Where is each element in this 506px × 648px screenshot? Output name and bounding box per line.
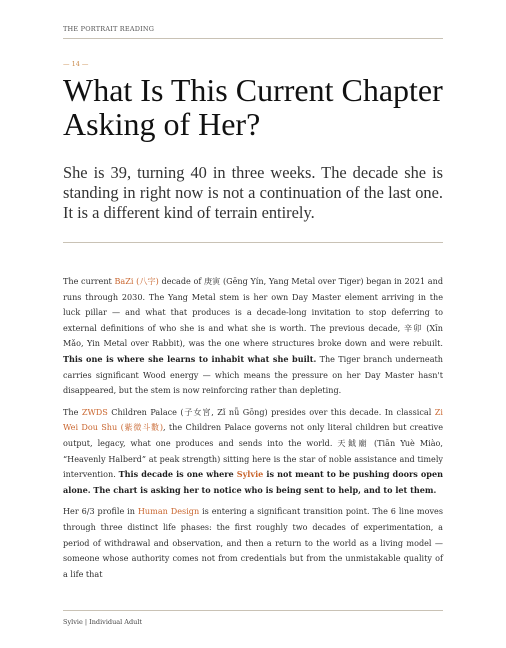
page-number: — 14 — bbox=[63, 60, 89, 68]
chapter-title: What Is This Current Chapter Asking of Her? bbox=[63, 72, 443, 142]
footer-type: Individual Adult bbox=[89, 618, 143, 626]
text-run: is entering a significant transition point. The 6 line moves through three distinct life phases: the first roughly two decades of experimentation, a period of withdrawal and observation, and then a return to the world as a living model — someone whose authority comes not from credentials but from the unmistakable quality of a life that bbox=[63, 506, 443, 579]
paragraph-zwds bbox=[63, 405, 443, 499]
section-rule bbox=[63, 242, 443, 243]
paragraph-human-design bbox=[63, 504, 443, 582]
emphasis-text bbox=[63, 469, 443, 495]
zi-wei-dou-shu-link[interactable]: Zi Wei Dou Shu (紫微斗數) bbox=[63, 406, 443, 433]
human-design-link[interactable]: Human Design bbox=[137, 506, 200, 517]
bazi-link[interactable]: BaZi (八字) bbox=[114, 276, 159, 286]
lede-paragraph: She is 39, turning 40 in three weeks. The decade she is standing in right now is not a continuation of the last one. It is a different kind of terrain entirely. bbox=[63, 163, 443, 222]
text-run: This decade is one where bbox=[118, 469, 237, 480]
emphasis-text: This one is where she learns to inhabit what she built. bbox=[63, 353, 317, 364]
footer-name: Sylvie bbox=[63, 618, 83, 626]
text-run: Her 6/3 profile in bbox=[63, 506, 138, 517]
client-name: Sylvie bbox=[236, 469, 264, 480]
text-run: Children Palace (子女宮, Zǐ nǚ Gōng) presides over this decade. In classical bbox=[107, 406, 435, 417]
text-run: is not meant to be pushing doors open alone. The chart is asking her to notice who is being sent to help, and to let them. bbox=[63, 469, 443, 495]
text-run: The current bbox=[63, 276, 115, 286]
footer-rule bbox=[63, 610, 443, 611]
text-run: , the Children Palace governs not only literal children but creative output, legacy, what one produces and sends into the world. 天鉞廟 (Tiān Yuè Miào, “Heavenly Halberd” at peak strength) sitting here is the star of noble assistance and timely intervention. bbox=[63, 422, 443, 480]
text-run: The bbox=[63, 406, 82, 417]
body-text bbox=[63, 274, 443, 588]
running-header: THE PORTRAIT READING bbox=[63, 25, 155, 33]
paragraph-bazi bbox=[63, 274, 443, 399]
zwds-link[interactable]: ZWDS bbox=[81, 406, 108, 417]
text-run: decade of 庚寅 (Gēng Yín, Yang Metal over Tiger) began in 2021 and runs through 2030. The Yang Metal stem is her own Day Master element arriving in the luck pillar — and what that produces is a decade-long invitation to stop deferring to external definitions of who she is and what she is worth. The previous decade, 辛卯 (Xīn Mǎo, Yin Metal over Rabbit), was the one where structures broke down and were rebuilt. bbox=[63, 276, 443, 349]
header-rule bbox=[63, 38, 443, 39]
page-footer bbox=[63, 618, 443, 626]
text-run: The Tiger branch underneath carries significant Wood energy — which means the pressure on her Day Master hasn't disappeared, but the stem is now reinforcing rather than depleting. bbox=[63, 353, 443, 396]
footer-separator: | bbox=[84, 618, 88, 626]
